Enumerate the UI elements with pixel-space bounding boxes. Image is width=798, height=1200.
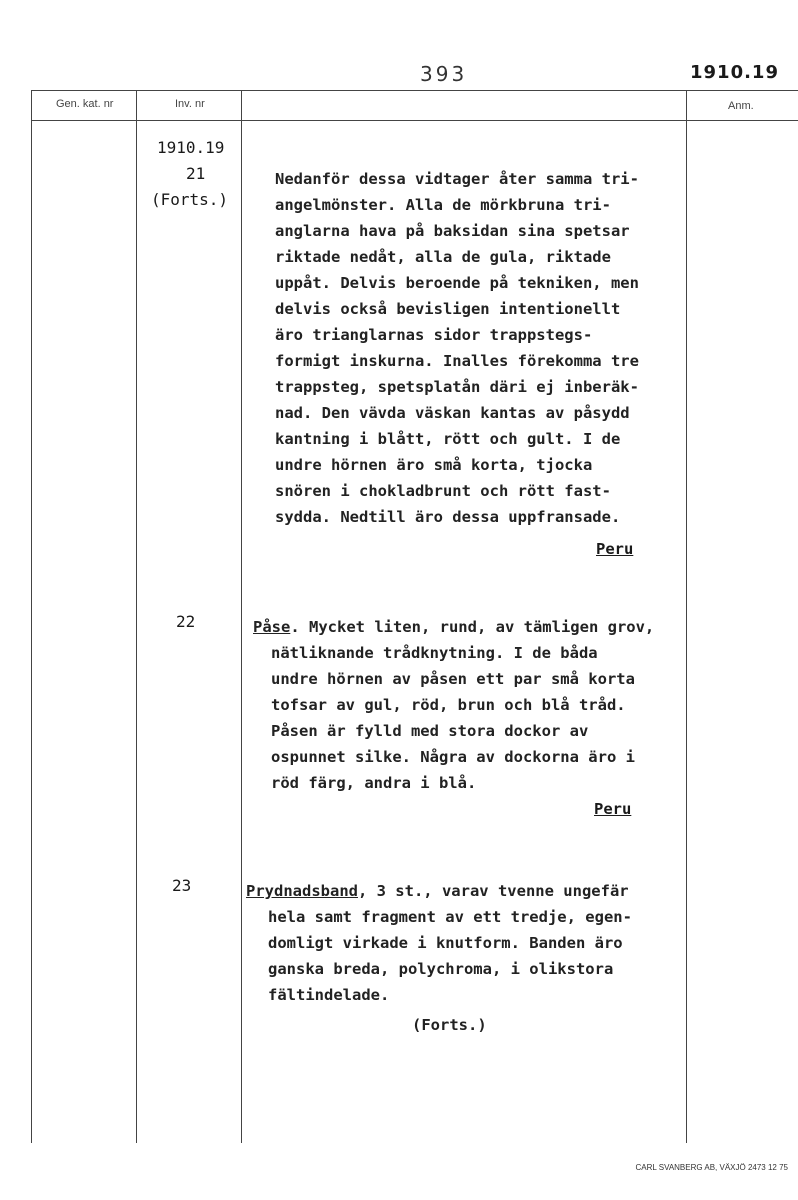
- column-header-gen-kat: Gen. kat. nr: [56, 98, 114, 110]
- text-line: [253, 614, 654, 640]
- text-line: hela samt fragment av ett tredje, egen-: [268, 908, 632, 926]
- text-line: tofsar av gul, röd, brun och blå tråd.: [271, 696, 626, 714]
- page-number: 393: [420, 62, 468, 86]
- continued-note: (Forts.): [412, 1016, 487, 1034]
- inv-number: 21: [186, 164, 206, 183]
- text-line: röd färg, andra i blå.: [271, 774, 477, 792]
- printer-footer: CARL SVANBERG AB, VÄXJÖ 2473 12 75: [635, 1163, 788, 1172]
- text-line: [246, 878, 632, 904]
- text-line: Nedanför dessa vidtager åter samma tri-: [275, 170, 639, 188]
- entry-22-origin: Peru: [594, 800, 632, 818]
- inv-number: 23: [172, 876, 192, 895]
- catalogue-year-code: 1910.19: [690, 62, 779, 83]
- entry-title: Påse: [253, 618, 291, 636]
- text-line: nätliknande trådknytning. I de båda: [271, 644, 598, 662]
- text-line: ganska breda, polychroma, i olikstora: [268, 960, 614, 978]
- left-border: [31, 90, 32, 1143]
- text-line: ospunnet silke. Några av dockorna äro i: [271, 748, 635, 766]
- inv-column-divider: [241, 90, 242, 1143]
- column-header-anm: Anm.: [728, 100, 754, 112]
- text-line: undre hörnen äro små korta, tjocka: [275, 456, 593, 474]
- entry-22-description: [253, 614, 654, 796]
- entry-23-description: [246, 878, 632, 1008]
- text-line: uppåt. Delvis beroende på tekniken, men: [275, 274, 639, 292]
- entry-title: Prydnadsband: [246, 882, 358, 900]
- column-header-inv: Inv. nr: [175, 98, 205, 110]
- text-line: angelmönster. Alla de mörkbruna tri-: [275, 196, 611, 214]
- text-line: trappsteg, spetsplatån däri ej inberäk-: [275, 378, 639, 396]
- inv-continued-note: (Forts.): [151, 190, 229, 209]
- text-line: sydda. Nedtill äro dessa uppfransade.: [275, 508, 621, 526]
- header-bottom-rule: [31, 120, 798, 121]
- text-run: . Mycket liten, rund, av tämligen grov,: [290, 618, 655, 636]
- table-top-rule: [31, 90, 798, 91]
- text-line: delvis också bevisligen intentionellt: [275, 300, 621, 318]
- text-line: anglarna hava på baksidan sina spetsar: [275, 222, 630, 240]
- inv-number: 22: [176, 612, 196, 631]
- text-line: kantning i blått, rött och gult. I de: [275, 430, 621, 448]
- text-line: undre hörnen av påsen ett par små korta: [271, 670, 635, 688]
- entry-21-origin: Peru: [596, 540, 634, 558]
- text-line: Påsen är fylld med stora dockor av: [271, 722, 589, 740]
- text-line: fältindelade.: [268, 986, 390, 1004]
- text-run: , 3 st., varav tvenne ungefär: [357, 882, 629, 900]
- text-line: domligt virkade i knutform. Banden äro: [268, 934, 623, 952]
- text-line: formigt inskurna. Inalles förekomma tre: [275, 352, 639, 370]
- text-line: snören i chokladbrunt och rött fast-: [275, 482, 611, 500]
- gen-kat-column-divider: [136, 90, 137, 1143]
- entry-21-description: [275, 166, 639, 530]
- inv-year: 1910.19: [157, 138, 225, 157]
- text-line: nad. Den vävda väskan kantas av påsydd: [275, 404, 630, 422]
- anm-column-divider: [686, 90, 687, 1143]
- text-line: äro trianglarnas sidor trappstegs-: [275, 326, 593, 344]
- text-line: riktade nedåt, alla de gula, riktade: [275, 248, 611, 266]
